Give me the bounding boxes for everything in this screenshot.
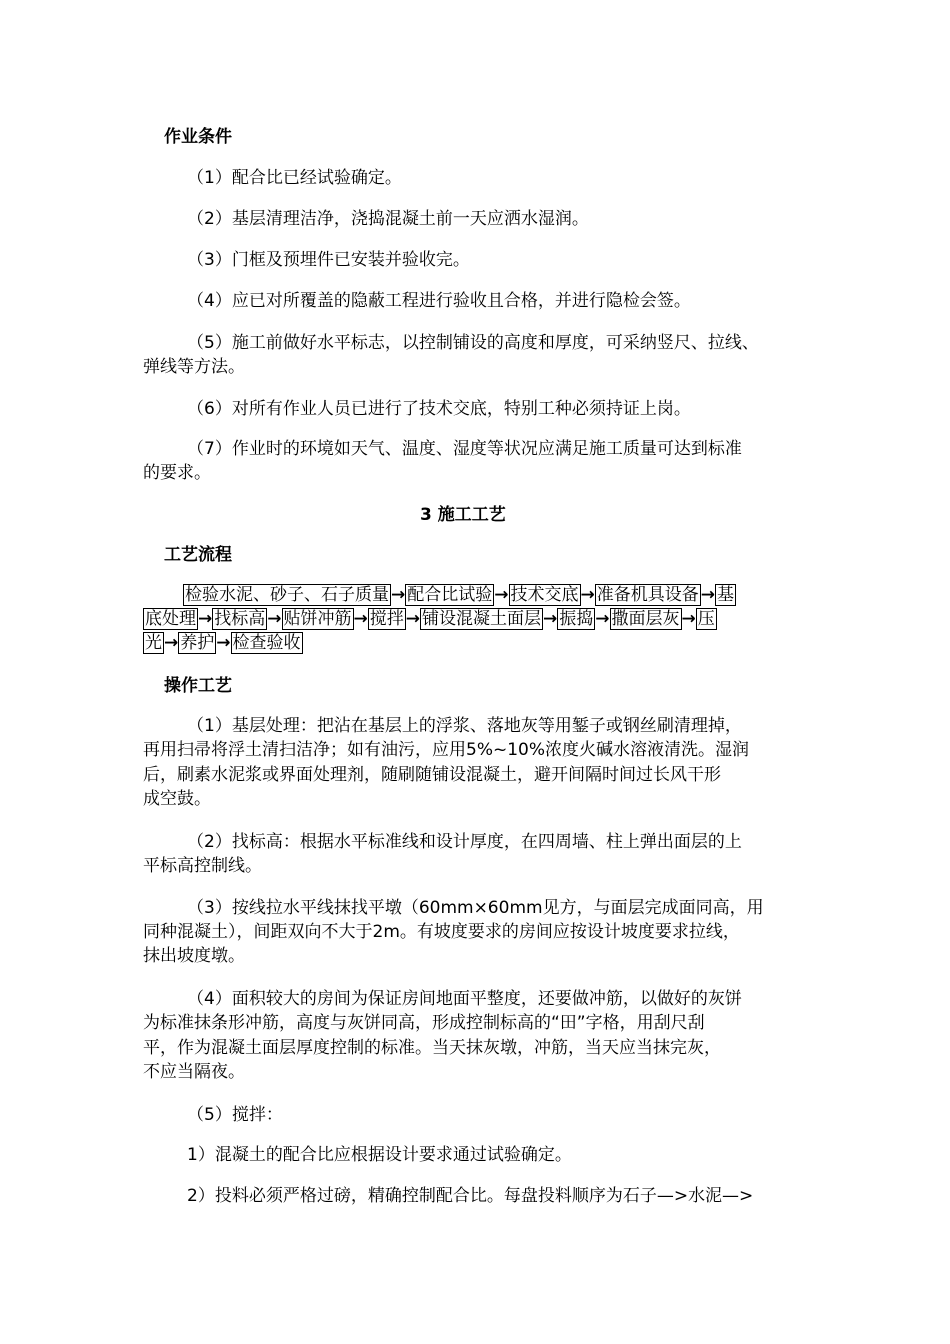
flow-step-sprinkle-ash: 撒面层灰: [611, 609, 680, 629]
section-heading-work-conditions: 作业条件: [164, 127, 232, 147]
flow-step-mixing: 搅拌: [369, 609, 404, 629]
condition-item-3: （3）门框及预埋件已安装并验收完。: [187, 250, 470, 270]
operation-line: （2）找标高：根据水平标准线和设计厚度，在四周墙、柱上弹出面层的上: [187, 832, 742, 852]
flow-step-mix-ratio-test: 配合比试验: [407, 585, 493, 605]
operation-line: 1）混凝土的配合比应根据设计要求通过试验确定。: [187, 1145, 572, 1165]
flow-step-lay-concrete: 铺设混凝土面层: [422, 609, 541, 629]
flow-step-prepare-equipment: 准备机具设备: [596, 585, 699, 605]
arrow-icon: →: [353, 609, 368, 629]
operation-line: 平，作为混凝土面层厚度控制的标准。当天抹灰墩，冲筋，当天应当抹完灰，: [143, 1038, 721, 1058]
flow-step-tech-briefing: 技术交底: [510, 585, 579, 605]
operation-line: 抹出坡度墩。: [143, 946, 245, 966]
operation-line: 成空鼓。: [143, 789, 211, 809]
flow-step-inspect-materials: 检验水泥、砂子、石子质量: [185, 585, 389, 605]
arrow-icon: →: [164, 633, 179, 653]
arrow-icon: →: [267, 609, 282, 629]
flow-step-find-elevation: 找标高: [214, 609, 266, 629]
flow-line-1: [183, 584, 950, 606]
arrow-icon: →: [391, 585, 406, 605]
condition-item-7: （7）作业时的环境如天气、温度、湿度等状况应满足施工质量可达到标准: [187, 439, 742, 459]
condition-item-2: （2）基层清理洁净，浇捣混凝土前一天应洒水湿润。: [187, 209, 589, 229]
condition-item-7-cont: 的要求。: [143, 463, 211, 483]
operation-line: 不应当隔夜。: [143, 1062, 245, 1082]
condition-item-5-cont: 弹线等方法。: [143, 357, 245, 377]
flow-line-2: [143, 608, 950, 630]
operation-line: （3）按线拉水平线抹找平墩（60mm×60mm见方，与面层完成面同高，用: [187, 898, 764, 918]
flow-step-curing: 养护: [180, 633, 215, 653]
condition-item-5: （5）施工前做好水平标志，以控制铺设的高度和厚度，可采纳竖尺、拉线、: [187, 333, 759, 353]
operation-line: 2）投料必须严格过磅，精确控制配合比。每盘投料顺序为石子—>水泥—>: [187, 1186, 754, 1206]
operation-line: （5）搅拌：: [187, 1105, 283, 1125]
section-title-construction-process: 3 施工工艺: [420, 505, 506, 525]
arrow-icon: →: [580, 585, 595, 605]
operation-line: 为标准抹条形冲筋，高度与灰饼同高，形成控制标高的“田”字格，用刮尺刮: [143, 1013, 705, 1033]
flow-step-base-treatment-part1: 基: [717, 585, 734, 605]
operation-line: 再用扫帚将浮土清扫洁净；如有油污，应用5%~10%浓度火碱水溶液清洗。湿润: [143, 740, 749, 760]
flow-step-base-treatment-part2: 底处理: [145, 609, 196, 629]
arrow-icon: →: [543, 609, 558, 629]
arrow-icon: →: [681, 609, 696, 629]
condition-item-4: （4）应已对所覆盖的隐蔽工程进行验收且合格，并进行隐检会签。: [187, 291, 691, 311]
arrow-icon: →: [198, 609, 213, 629]
condition-item-6: （6）对所有作业人员已进行了技术交底，特别工种必须持证上岗。: [187, 399, 691, 419]
operation-heading: 操作工艺: [164, 676, 232, 696]
flow-step-cake-ribs: 贴饼冲筋: [283, 609, 352, 629]
arrow-icon: →: [216, 633, 231, 653]
flow-step-inspection: 检查验收: [232, 633, 301, 653]
operation-line: （1）基层处理：把沾在基层上的浮浆、落地灰等用錾子或钢丝刷清理掉，: [187, 716, 742, 736]
arrow-icon: →: [595, 609, 610, 629]
operation-line: 后，刷素水泥浆或界面处理剂，随刷随铺设混凝土，避开间隔时间过长风干形: [143, 765, 721, 785]
operation-line: 平标高控制线。: [143, 856, 262, 876]
flow-step-vibrate: 振捣: [559, 609, 594, 629]
condition-item-1: （1）配合比已经试验确定。: [187, 168, 402, 188]
flow-step-press-polish-part2: 光: [145, 633, 162, 653]
operation-line: 同种混凝土），间距双向不大于2m。有坡度要求的房间应按设计坡度要求拉线，: [143, 922, 740, 942]
arrow-icon: →: [700, 585, 715, 605]
arrow-icon: →: [405, 609, 420, 629]
arrow-icon: →: [494, 585, 509, 605]
process-flow-heading: 工艺流程: [164, 545, 232, 565]
flow-step-press-polish-part1: 压: [697, 609, 715, 629]
flow-line-3: [143, 632, 950, 654]
operation-line: （4）面积较大的房间为保证房间地面平整度，还要做冲筋，以做好的灰饼: [187, 989, 742, 1009]
